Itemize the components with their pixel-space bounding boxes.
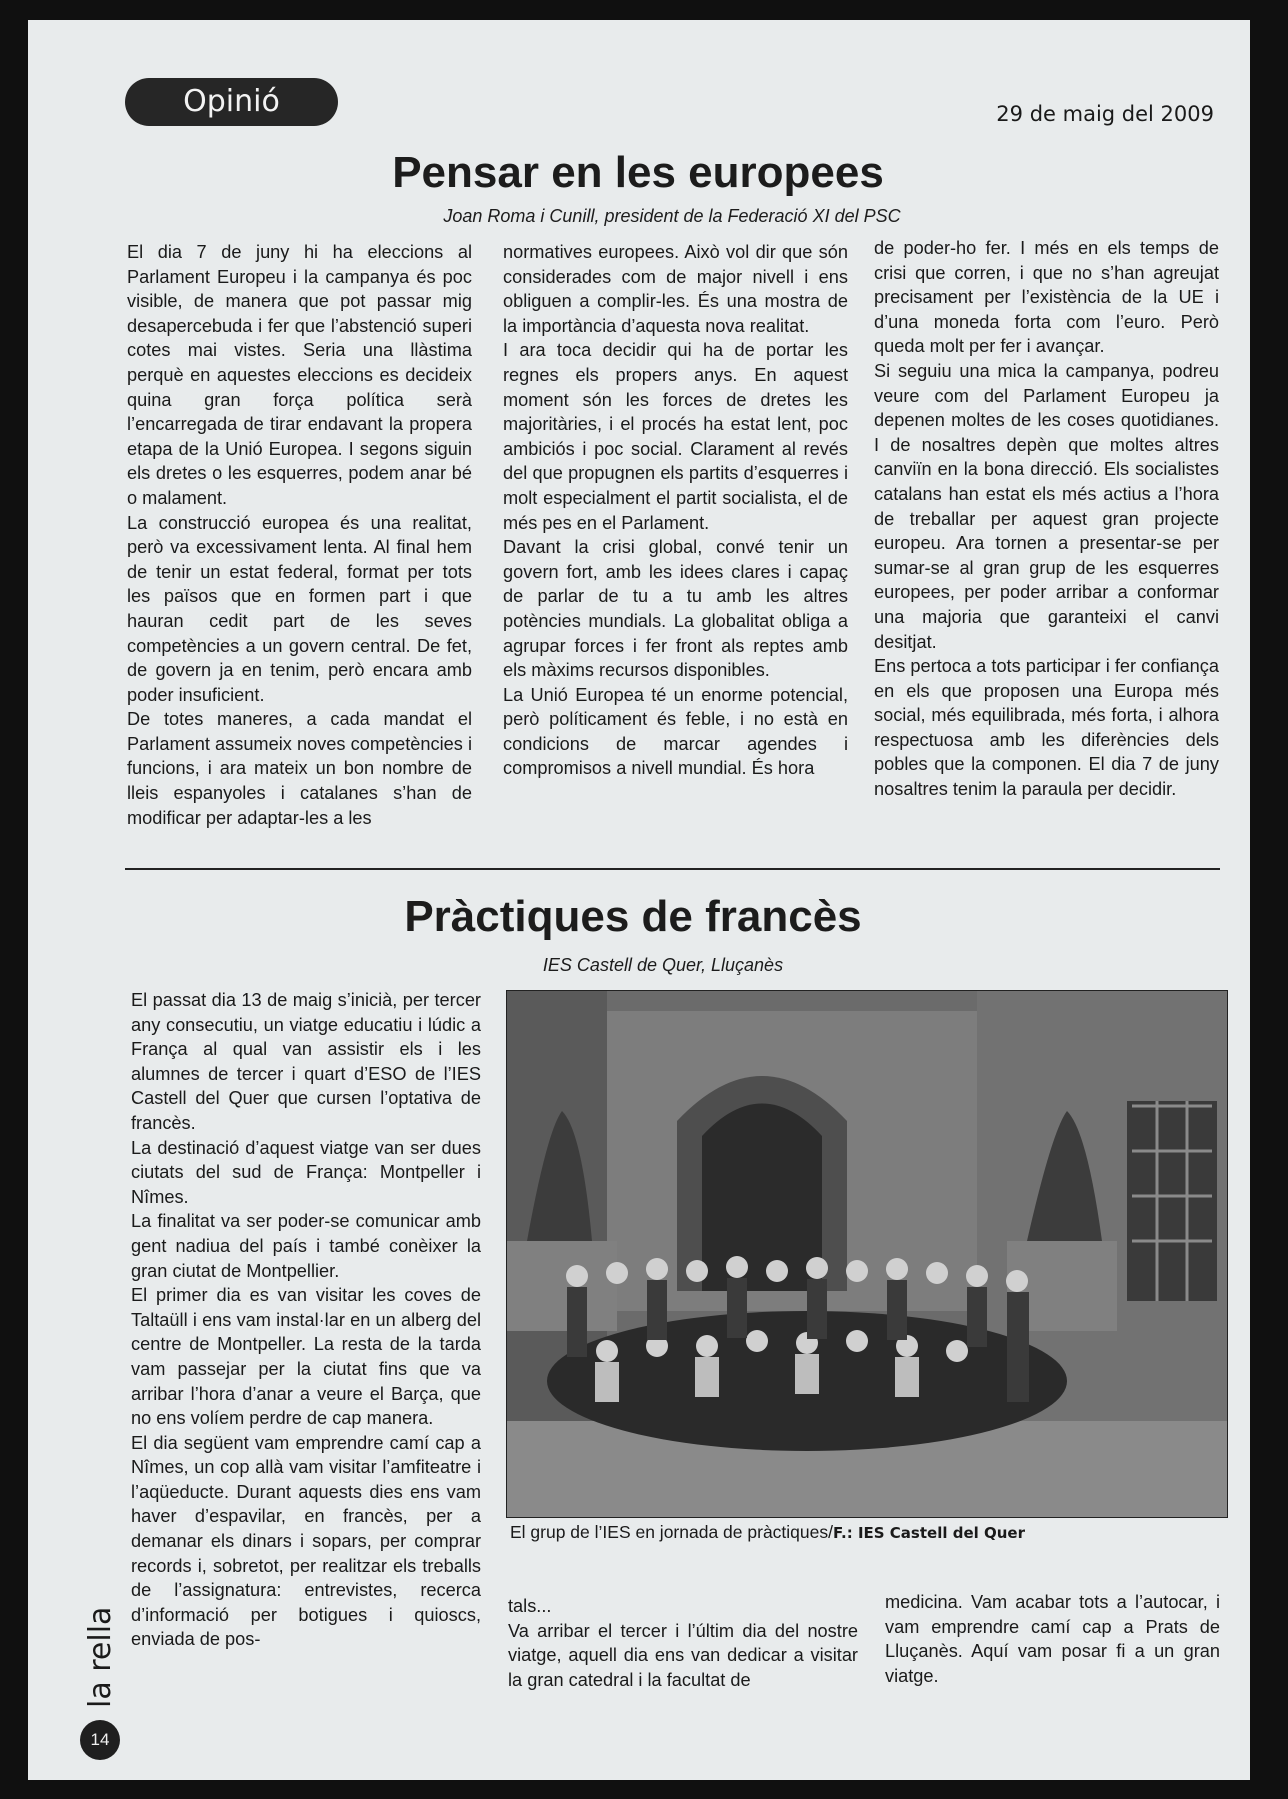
caption-text: El grup de l’IES en jornada de pràctiques/ [510, 1522, 833, 1542]
paragraph: normatives europees. Això vol dir que són considerades com de major nivell i ens obliguen a complir-les. És una mostra de la importància d’aquesta nova realitat. [503, 242, 848, 336]
paragraph: El primer dia es van visitar les coves de Taltaüll i ens vam instal·lar en un alberg del centre de Montpeller. La resta de la tarda vam passejar per la ciutat fins que va arribar l’hora d’anar a veure el Barça, que no ens volíem perdre de cap manera. [131, 1285, 481, 1429]
page-number: 14 [80, 1720, 120, 1760]
article-title: Pràctiques de francès [404, 892, 862, 941]
paragraph: Si seguiu una mica la campanya, podreu veure com del Parlament Europeu ja depenen moltes de les coses quotidianes. I de nosaltres depèn que moltes altres canviïn en la bona direcció. Els socialistes catalans han estat els més actius a l’hora de treballar per aquest gran projecte europeu. Ara tornen a presentar-se per sumar-se al gran grup de les esquerres europees, per poder arribar a conformar una majoria que garanteixi el canvi desitjat. [874, 360, 1219, 652]
paragraph: La finalitat va ser poder-se comunicar amb gent nadiua del país i també conèixer la gran ciutat de Montpellier. [131, 1211, 481, 1281]
byline-town: Lluçanès [706, 955, 784, 975]
photo-caption [510, 1522, 1025, 1543]
group-photo [506, 990, 1228, 1518]
paragraph: La destinació d’aquest viatge van ser dues ciutats del sud de França: Montpeller i Nîmes. [131, 1137, 481, 1207]
paragraph: La construcció europea és una realitat, però va excessivament lenta. Al final hem de tenir un estat federal, format per tots les països que en formen part i que hauran cedit part de les seves competències a un govern central. De fet, de govern ja en tenim, però encara amb poder insuficient. [127, 512, 472, 705]
photo-credit: F.: IES Castell del Quer [832, 1524, 1025, 1542]
article-column-1 [131, 988, 481, 1652]
newspaper-page [28, 20, 1250, 1780]
article-column-2 [503, 240, 848, 781]
paragraph: La Unió Europea té un enorme potencial, però políticament és feble, i no està en condicions de marcar agendes i compromisos a nivell mundial. És hora [503, 684, 848, 779]
paragraph: El dia 7 de juny hi ha eleccions al Parlament Europeu i la campanya és poc visible, de manera que pot passar mig desapercebuda i fer que l’abstenció superi cotes mai vistes. Seria una llàstima perquè en aquestes eleccions es decideix quina gran força política serà l’encarregada de tirar endavant la propera etapa de la Unió Europea. I segons siguin els dretes o les esquerres, podem anar bé o malament. [127, 242, 472, 508]
section-divider [125, 868, 1220, 870]
paragraph: tals... [508, 1596, 552, 1616]
paragraph: El passat dia 13 de maig s’inicià, per tercer any consecutiu, un viatge educatiu i lúdic a França al qual van assistir els i les alumnes de tercer i quart d’ESO de l’IES Castell del Quer que cursen l’optativa de francès. [131, 990, 481, 1133]
article-byline: Joan Roma i Cunill, president de la Federació XI del PSC [443, 206, 901, 226]
article-title: Pensar en les europees [392, 148, 884, 197]
publication-logo [78, 1602, 122, 1712]
section-label: Opinió [125, 78, 338, 126]
article-column-2 [508, 1594, 858, 1692]
paragraph: I ara toca decidir qui ha de portar les regnes els propers anys. En aquest moment són les forces de dretes les majoritàries, i el procés ha estat lent, poc ambiciós i poc social. Clarament al revés del que propugnen els partits d’esquerres i molt especialment el partit socialista, el de més pes en el Parlament. [503, 340, 848, 533]
paragraph: Davant la crisi global, convé tenir un govern fort, amb les idees clares i capaç de parlar de tu a tu amb les altres potències mundials. La globalitat obliga a agrupar forces i fer front als reptes amb els màxims recursos disponibles. [503, 537, 848, 681]
paragraph: El dia següent vam emprendre camí cap a Nîmes, un cop allà vam visitar l’amfiteatre i l’aqüeducte. Durant aquests dies ens vam haver d’espavilar, en francès, per a demanar els dinars i sopars, per comprar records i, sobretot, per realitzar els treballs de l’assignatura: entrevistes, recerca d’informació per botigues i quioscs, enviada de pos- [131, 1432, 481, 1650]
paragraph: de poder-ho fer. I més en els temps de crisi que corren, i que no s’han agreujat precisament per l’existència de la UE i d’una moneda forta com l’euro. Però queda molt per fer i avançar. [874, 238, 1219, 357]
byline-school: IES Castell de Quer, [542, 955, 707, 975]
article-byline [113, 955, 1213, 976]
article-column-1 [127, 240, 472, 830]
paragraph: medicina. Vam acabar tots a l’autocar, i vam emprendre camí cap a Prats de Lluçanès. Aquí vam posar fi a un gran viatge. [885, 1592, 1220, 1686]
paragraph: Va arribar el tercer i l’últim dia del nostre viatge, aquell dia ens van dedicar a visitar la gran catedral i la facultat de [508, 1620, 858, 1690]
article-column-3 [885, 1590, 1220, 1688]
paragraph: Ens pertoca a tots participar i fer confiança en els que proposen una Europa més social, més equilibrada, més forta, i alhora respectuosa amb les diferències dels pobles que la componen. El dia 7 de juny nosaltres tenim la paraula per decidir. [874, 656, 1219, 800]
issue-date: 29 de maig del 2009 [996, 102, 1214, 126]
photo-illustration [507, 991, 1227, 1517]
paragraph: De totes maneres, a cada mandat el Parlament assumeix noves competències i funcions, i ara mateix un bon nombre de lleis espanyoles i catalanes s’han de modificar per adaptar-les a les [127, 709, 472, 828]
publication-name: la rella [83, 1606, 118, 1708]
article-column-3 [874, 236, 1219, 802]
